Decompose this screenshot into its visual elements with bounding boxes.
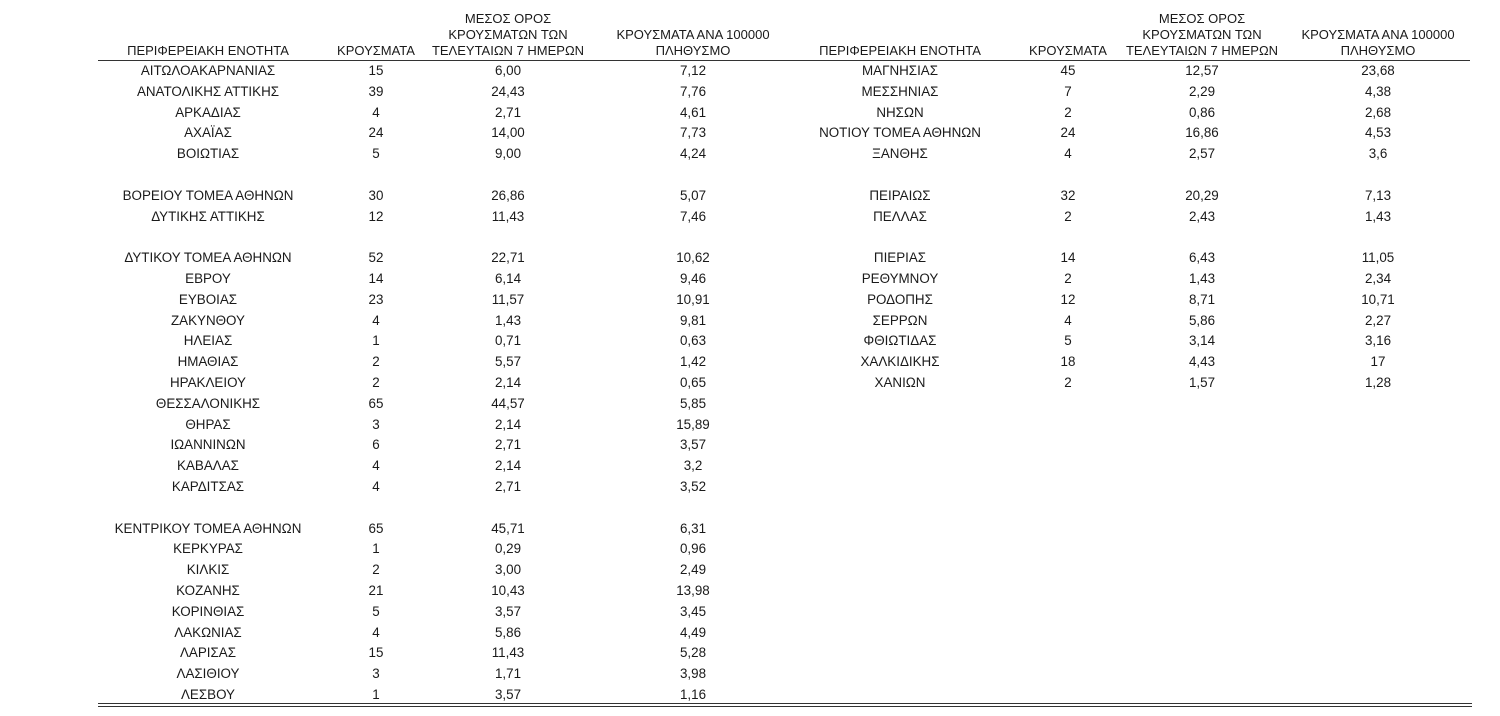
cell-cases: 3 [372, 666, 380, 682]
cell-region: ΔΥΤΙΚΟΥ ΤΟΜΕΑ ΑΘΗΝΩΝ [124, 250, 292, 266]
cell-cases: 5 [372, 603, 380, 619]
table-row [790, 61, 1470, 82]
header-avg7: ΜΕΣΟΣ ΟΡΟΣ ΚΡΟΥΣΜΑΤΩΝ ΤΩΝ ΤΕΛΕΥΤΑΙΩΝ 7 ΗΜΕΡΩΝ [431, 11, 585, 58]
table-row [98, 435, 798, 456]
table-row [98, 103, 798, 124]
cell-avg7: 45,71 [491, 520, 525, 536]
cell-region: ΑΡΚΑΔΙΑΣ [175, 104, 241, 120]
spacer-row [790, 165, 1470, 186]
table-row [790, 103, 1470, 124]
table-row [98, 61, 798, 82]
cell-cases: 1 [372, 541, 380, 557]
cell-cases: 2 [372, 374, 380, 390]
cell-per100k: 3,2 [683, 458, 703, 474]
table-row [98, 331, 798, 352]
left-table [98, 0, 798, 702]
cell-region: ΜΑΓΝΗΣΙΑΣ [861, 63, 938, 78]
cell-per100k: 5,07 [679, 187, 707, 203]
cell-cases: 18 [1060, 354, 1076, 370]
cell-per100k: 15,89 [676, 416, 710, 432]
cell-avg7: 11,43 [491, 645, 525, 661]
cell-cases: 1 [372, 686, 380, 702]
cell-per100k: 10,62 [676, 250, 710, 266]
cell-per100k: 2,34 [1364, 270, 1392, 286]
table-row [790, 352, 1470, 373]
table-row [790, 290, 1470, 311]
cell-avg7: 2,71 [494, 437, 522, 453]
cell-per100k: 7,73 [679, 125, 707, 141]
cell-avg7: 3,57 [494, 686, 522, 702]
cell-region: ΠΙΕΡΙΑΣ [873, 250, 927, 266]
cell-region: ΚΟΖΑΝΗΣ [176, 582, 240, 598]
cell-avg7: 2,57 [1188, 146, 1216, 162]
cell-per100k: 11,05 [1361, 250, 1395, 266]
cell-cases: 2 [372, 562, 380, 578]
cell-per100k: 2,68 [1364, 104, 1392, 120]
cell-cases: 4 [372, 478, 380, 494]
right-table [790, 0, 1470, 390]
cell-cases: 2 [1064, 104, 1072, 120]
table-row [98, 623, 798, 644]
spacer-row [98, 498, 798, 519]
cell-avg7: 1,43 [494, 312, 522, 328]
cell-avg7: 4,43 [1188, 354, 1216, 370]
cell-per100k: 1,43 [1364, 208, 1392, 224]
cell-cases: 4 [1064, 312, 1072, 328]
cell-avg7: 5,86 [1188, 312, 1216, 328]
cell-per100k: 9,46 [679, 270, 707, 286]
cell-avg7: 2,29 [1188, 83, 1216, 99]
cell-region: ΕΥΒΟΙΑΣ [178, 291, 238, 307]
cell-cases: 24 [1060, 125, 1076, 141]
right-table-header [790, 0, 1470, 61]
table-row [98, 394, 798, 415]
cell-cases: 32 [1060, 187, 1076, 203]
cell-region: ΛΑΚΩΝΙΑΣ [174, 624, 242, 640]
table-row [790, 207, 1470, 228]
cell-region: ΗΛΕΙΑΣ [183, 333, 233, 349]
table-row [790, 186, 1470, 207]
table-row [790, 123, 1470, 144]
cell-cases: 21 [368, 582, 384, 598]
cell-cases: 4 [372, 104, 380, 120]
cell-region: ΠΕΙΡΑΙΩΣ [869, 187, 931, 203]
cell-per100k: 3,98 [679, 666, 707, 682]
cell-region: ΑΙΤΩΛΟΑΚΑΡΝΑΝΙΑΣ [140, 63, 276, 78]
cell-region: ΛΑΡΙΣΑΣ [179, 645, 236, 661]
cell-region: ΔΥΤΙΚΗΣ ΑΤΤΙΚΗΣ [151, 208, 265, 224]
cell-per100k: 10,71 [1361, 291, 1395, 307]
cell-cases: 12 [1060, 291, 1076, 307]
header-per100k: ΚΡΟΥΣΜΑΤΑ ΑΝΑ 100000 ΠΛΗΘΥΣΜΟ [616, 27, 770, 58]
cell-avg7: 0,29 [494, 541, 522, 557]
cell-per100k: 10,91 [676, 291, 710, 307]
cell-avg7: 10,43 [491, 582, 525, 598]
right-table-body [790, 61, 1470, 394]
cell-per100k: 6,31 [679, 520, 707, 536]
cell-per100k: 0,63 [679, 333, 707, 349]
table-row [98, 602, 798, 623]
cell-per100k: 7,46 [679, 208, 707, 224]
cell-cases: 4 [372, 458, 380, 474]
table-row [98, 311, 798, 332]
cell-cases: 4 [1064, 146, 1072, 162]
cell-region: ΦΘΙΩΤΙΔΑΣ [863, 333, 937, 349]
table-row [98, 664, 798, 685]
cell-avg7: 1,57 [1188, 374, 1216, 390]
cell-region: ΧΑΝΙΩΝ [874, 374, 926, 390]
cell-region: ΕΒΡΟΥ [185, 270, 231, 286]
cell-region: ΠΕΛΛΑΣ [873, 208, 927, 224]
table-row [98, 415, 798, 436]
cell-region: ΘΕΣΣΑΛΟΝΙΚΗΣ [155, 395, 261, 411]
cell-cases: 45 [1060, 63, 1076, 78]
cell-avg7: 9,00 [494, 146, 522, 162]
cell-avg7: 2,14 [494, 458, 522, 474]
cell-cases: 12 [368, 208, 384, 224]
cell-avg7: 12,57 [1185, 63, 1219, 78]
table-row [98, 123, 798, 144]
cell-per100k: 2,27 [1364, 312, 1392, 328]
header-region: ΠΕΡΙΦΕΡΕΙΑΚΗ ΕΝΟΤΗΤΑ [127, 43, 289, 58]
spacer-row [98, 165, 798, 186]
cell-region: ΡΕΘΥΜΝΟΥ [861, 270, 939, 286]
cell-region: ΚΟΡΙΝΘΙΑΣ [171, 603, 245, 619]
cell-per100k: 1,16 [679, 686, 707, 702]
table-row [98, 643, 798, 664]
cell-per100k: 3,6 [1368, 146, 1388, 162]
cell-cases: 2 [1064, 270, 1072, 286]
table-row [98, 477, 798, 498]
cell-region: ΒΟΡΕΙΟΥ ΤΟΜΕΑ ΑΘΗΝΩΝ [122, 187, 294, 203]
cell-per100k: 5,28 [679, 645, 707, 661]
cell-avg7: 0,86 [1188, 104, 1216, 120]
cell-region: ΞΑΝΘΗΣ [872, 146, 928, 162]
cell-avg7: 2,71 [494, 104, 522, 120]
cell-avg7: 22,71 [491, 250, 525, 266]
table-row [98, 352, 798, 373]
spacer-row [98, 227, 798, 248]
cell-cases: 3 [372, 416, 380, 432]
cell-avg7: 16,86 [1185, 125, 1219, 141]
table-row [98, 82, 798, 103]
cell-per100k: 17 [1370, 354, 1386, 370]
table-row [98, 248, 798, 269]
cell-avg7: 6,14 [494, 270, 522, 286]
cell-avg7: 3,00 [494, 562, 522, 578]
cell-per100k: 3,57 [679, 437, 707, 453]
header-cases: ΚΡΟΥΣΜΑΤΑ [1029, 43, 1107, 58]
cell-per100k: 4,24 [679, 146, 707, 162]
cell-region: ΚΑΒΑΛΑΣ [177, 458, 239, 474]
cell-region: ΙΩΑΝΝΙΝΩΝ [170, 437, 246, 453]
table-row [790, 82, 1470, 103]
cell-region: ΘΗΡΑΣ [185, 416, 231, 432]
cell-region: ΛΑΣΙΘΙΟΥ [176, 666, 240, 682]
cell-avg7: 2,71 [494, 478, 522, 494]
table-row [98, 581, 798, 602]
table-row [790, 248, 1470, 269]
cell-region: ΑΧΑΪΑΣ [184, 125, 232, 141]
table-row [98, 519, 798, 540]
cell-region: ΧΑΛΚΙΔΙΚΗΣ [860, 354, 940, 370]
spacer-row [790, 227, 1470, 248]
cell-per100k: 7,76 [679, 83, 707, 99]
cell-region: ΣΕΡΡΩΝ [872, 312, 928, 328]
table-row [98, 207, 798, 228]
cell-cases: 14 [1060, 250, 1076, 266]
cell-region: ΜΕΣΣΗΝΙΑΣ [861, 83, 939, 99]
cell-cases: 14 [368, 270, 384, 286]
cell-per100k: 0,96 [679, 541, 707, 557]
cell-cases: 15 [368, 63, 384, 78]
cell-region: ΑΝΑΤΟΛΙΚΗΣ ΑΤΤΙΚΗΣ [136, 83, 280, 99]
cell-per100k: 5,85 [679, 395, 707, 411]
bottom-rule [98, 703, 1472, 707]
cell-avg7: 20,29 [1185, 187, 1219, 203]
cell-region: ΛΕΣΒΟΥ [180, 686, 235, 702]
cell-avg7: 14,00 [491, 125, 525, 141]
cell-cases: 1 [372, 333, 380, 349]
table-row [790, 311, 1470, 332]
cell-region: ΚΕΝΤΡΙΚΟΥ ΤΟΜΕΑ ΑΘΗΝΩΝ [114, 520, 302, 536]
cell-avg7: 2,14 [494, 416, 522, 432]
cell-per100k: 13,98 [676, 582, 710, 598]
table-row [98, 373, 798, 394]
cell-avg7: 5,57 [494, 354, 522, 370]
cell-avg7: 6,43 [1188, 250, 1216, 266]
cell-region: ΚΙΛΚΙΣ [186, 562, 230, 578]
table-row [98, 456, 798, 477]
cell-per100k: 4,49 [679, 624, 707, 640]
cell-region: ΗΡΑΚΛΕΙΟΥ [170, 374, 246, 390]
header-region: ΠΕΡΙΦΕΡΕΙΑΚΗ ΕΝΟΤΗΤΑ [819, 43, 981, 58]
cell-per100k: 0,65 [679, 374, 707, 390]
table-row [790, 269, 1470, 290]
cell-region: ΚΕΡΚΥΡΑΣ [173, 541, 243, 557]
cell-region: ΝΗΣΩΝ [876, 104, 924, 120]
cell-per100k: 4,38 [1364, 83, 1392, 99]
cell-cases: 52 [368, 250, 384, 266]
cell-avg7: 44,57 [491, 395, 525, 411]
cell-cases: 39 [368, 83, 384, 99]
cell-avg7: 6,00 [494, 63, 522, 78]
cell-cases: 7 [1064, 83, 1072, 99]
table-row [790, 331, 1470, 352]
cell-cases: 24 [368, 125, 384, 141]
cell-per100k: 3,45 [679, 603, 707, 619]
cell-cases: 65 [368, 520, 384, 536]
table-row [790, 373, 1470, 394]
cell-per100k: 7,12 [679, 63, 707, 78]
table-row [98, 560, 798, 581]
cell-region: ΡΟΔΟΠΗΣ [867, 291, 933, 307]
cell-avg7: 1,43 [1188, 270, 1216, 286]
header-per100k: ΚΡΟΥΣΜΑΤΑ ΑΝΑ 100000 ΠΛΗΘΥΣΜΟ [1301, 27, 1455, 58]
table-row [98, 186, 798, 207]
cell-avg7: 3,14 [1188, 333, 1216, 349]
cell-per100k: 1,28 [1364, 374, 1392, 390]
table-row [98, 144, 798, 165]
cell-per100k: 4,53 [1364, 125, 1392, 141]
cell-cases: 6 [372, 437, 380, 453]
cell-cases: 5 [1064, 333, 1072, 349]
cell-region: ΖΑΚΥΝΘΟΥ [171, 312, 245, 328]
cell-avg7: 2,14 [494, 374, 522, 390]
cell-per100k: 4,61 [679, 104, 707, 120]
cell-per100k: 23,68 [1361, 63, 1395, 78]
cell-region: ΚΑΡΔΙΤΣΑΣ [171, 478, 245, 494]
header-avg7: ΜΕΣΟΣ ΟΡΟΣ ΚΡΟΥΣΜΑΤΩΝ ΤΩΝ ΤΕΛΕΥΤΑΙΩΝ 7 ΗΜΕΡΩΝ [1125, 11, 1279, 58]
cell-cases: 30 [368, 187, 384, 203]
cell-avg7: 5,86 [494, 624, 522, 640]
table-row [98, 269, 798, 290]
cell-avg7: 3,57 [494, 603, 522, 619]
cell-region: ΝΟΤΙΟΥ ΤΟΜΕΑ ΑΘΗΝΩΝ [819, 125, 981, 141]
cell-avg7: 1,71 [494, 666, 522, 682]
cell-avg7: 11,43 [491, 208, 525, 224]
cell-cases: 65 [368, 395, 384, 411]
cell-avg7: 24,43 [491, 83, 525, 99]
left-table-body [98, 61, 798, 706]
cell-cases: 2 [1064, 374, 1072, 390]
cell-region: ΒΟΙΩΤΙΑΣ [176, 146, 240, 162]
cell-cases: 4 [372, 624, 380, 640]
cell-avg7: 26,86 [491, 187, 525, 203]
table-row [790, 144, 1470, 165]
cell-cases: 2 [372, 354, 380, 370]
table-row [98, 539, 798, 560]
cell-avg7: 0,71 [494, 333, 522, 349]
cell-cases: 23 [368, 291, 384, 307]
cell-avg7: 8,71 [1188, 291, 1216, 307]
cell-per100k: 3,52 [679, 478, 707, 494]
table-row [98, 290, 798, 311]
cell-region: ΗΜΑΘΙΑΣ [177, 354, 239, 370]
cell-per100k: 7,13 [1364, 187, 1392, 203]
cell-cases: 2 [1064, 208, 1072, 224]
cell-cases: 4 [372, 312, 380, 328]
cell-per100k: 3,16 [1364, 333, 1392, 349]
header-cases: ΚΡΟΥΣΜΑΤΑ [337, 43, 415, 58]
left-table-header [98, 0, 798, 61]
cell-avg7: 11,57 [491, 291, 525, 307]
cell-cases: 15 [368, 645, 384, 661]
cell-cases: 5 [372, 146, 380, 162]
cell-per100k: 9,81 [679, 312, 707, 328]
cell-avg7: 2,43 [1188, 208, 1216, 224]
cell-per100k: 2,49 [679, 562, 707, 578]
cell-per100k: 1,42 [679, 354, 707, 370]
